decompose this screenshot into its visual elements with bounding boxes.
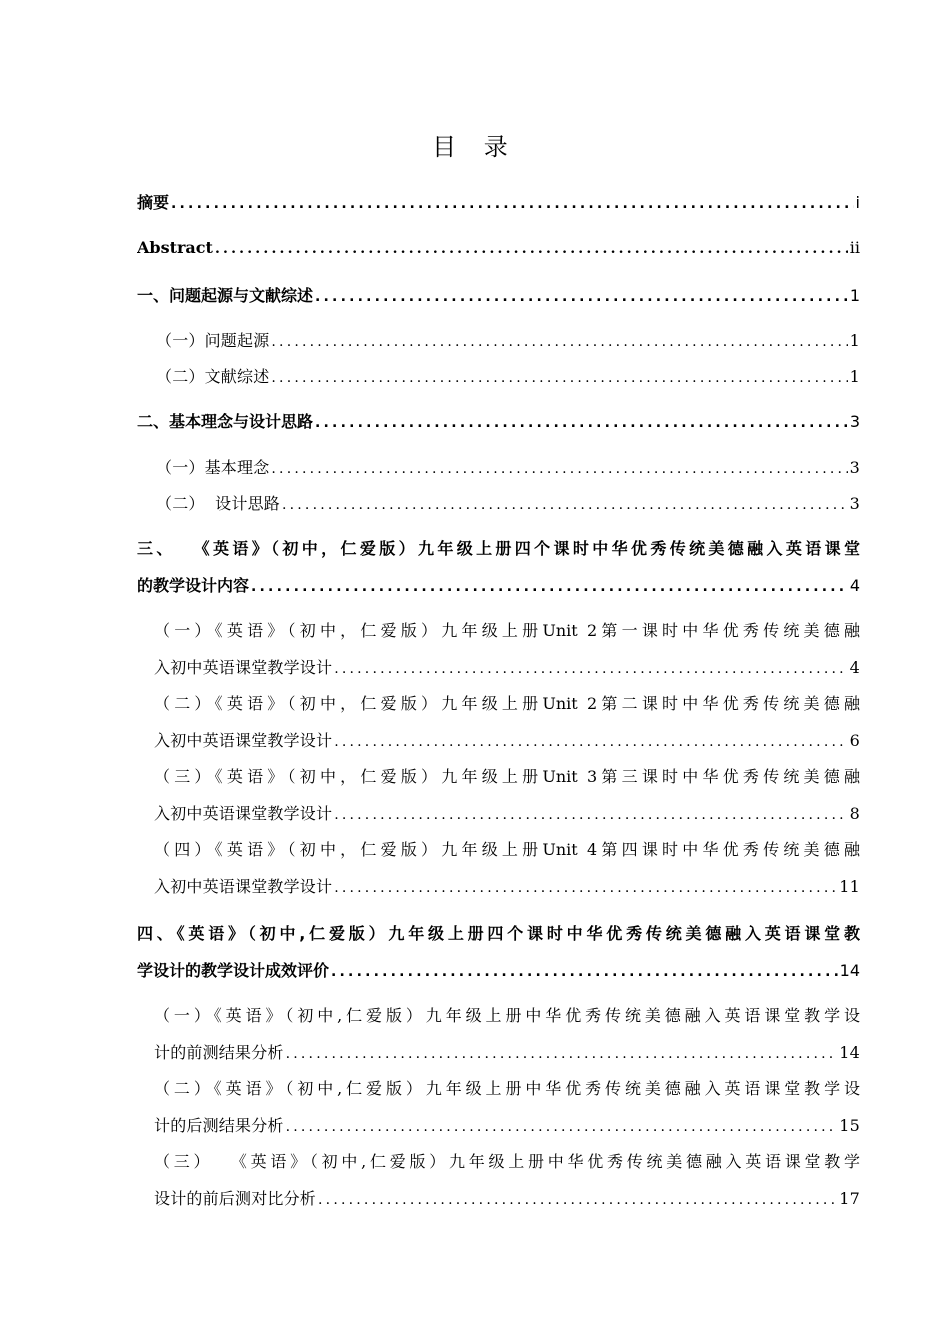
toc-page-number: 3 xyxy=(849,412,860,431)
toc-leader-dots xyxy=(271,368,847,387)
toc-page-number: 1 xyxy=(849,331,860,350)
toc-entry-section-1-1[interactable] xyxy=(156,331,860,351)
toc-entry-text: 入初中英语课堂教学设计 xyxy=(154,731,333,750)
toc-entry-text: （二） 设计思路 xyxy=(156,494,280,513)
toc-leader-dots xyxy=(286,1044,838,1063)
toc-entry-text-line1: （二）《英语》（初中,仁爱版）九年级上册中华优秀传统美德融入英语课堂教学设 xyxy=(154,1079,860,1098)
toc-page-number: 17 xyxy=(839,1189,860,1208)
toc-page-number: 3 xyxy=(849,458,860,477)
toc-entry-text: 入初中英语课堂教学设计 xyxy=(154,804,333,823)
toc-leader-dots xyxy=(315,287,848,306)
toc-entry-text-line1: 四、《英语》（初中,仁爱版）九年级上册四个课时中华优秀传统美德融入英语课堂教 xyxy=(137,924,860,943)
toc-leader-dots xyxy=(318,1190,837,1209)
toc-entry-text-line1: （三）《英语》（初中，仁爱版）九年级上册Unit 3第三课时中华优秀传统美德融 xyxy=(154,767,860,786)
toc-entry-text: 设计的前后测对比分析 xyxy=(154,1189,317,1208)
toc-entry-abstract-cn[interactable] xyxy=(137,193,860,213)
toc-entry-section-3-3[interactable] xyxy=(154,767,860,824)
toc-entry-text-line1: （一）《英语》（初中,仁爱版）九年级上册中华优秀传统美德融入英语课堂教学设 xyxy=(154,1006,860,1025)
toc-entry-chapter-3[interactable] xyxy=(137,539,860,596)
toc-entry-section-4-2[interactable] xyxy=(154,1079,860,1136)
toc-leader-dots xyxy=(171,194,854,213)
toc-entry-chapter-4[interactable] xyxy=(137,924,860,981)
toc-page-number: 15 xyxy=(839,1116,860,1135)
toc-entry-text: （二）文献综述 xyxy=(156,367,270,386)
toc-entry-section-3-4[interactable] xyxy=(154,840,860,897)
toc-entry-text-line1: （三） 《英语》（初中,仁爱版）九年级上册中华优秀传统美德融入英语课堂教学 xyxy=(154,1152,860,1171)
toc-entry-section-2-1[interactable] xyxy=(156,458,860,478)
toc-leader-dots xyxy=(334,659,847,678)
toc-leader-dots xyxy=(315,413,848,432)
toc-entry-text: 摘要 xyxy=(137,193,170,212)
toc-entry-section-2-2[interactable] xyxy=(156,494,860,514)
toc-leader-dots xyxy=(331,962,838,981)
toc-entry-text: （一）基本理念 xyxy=(156,458,270,477)
toc-page-number: 1 xyxy=(849,367,860,386)
toc-entry-text: （一）问题起源 xyxy=(156,331,270,350)
toc-page-number: 14 xyxy=(839,1043,860,1062)
toc-entry-text: 二、基本理念与设计思路 xyxy=(137,412,314,431)
toc-entry-text: 一、问题起源与文献综述 xyxy=(137,286,314,305)
toc-leader-dots xyxy=(271,459,847,478)
toc-entry-section-4-1[interactable] xyxy=(154,1006,860,1063)
toc-entry-text: 学设计的教学设计成效评价 xyxy=(137,961,330,980)
toc-page-number: 3 xyxy=(849,494,860,513)
toc-entry-section-3-1[interactable] xyxy=(154,621,860,678)
toc-leader-dots xyxy=(251,577,848,596)
toc-entry-abstract-en[interactable] xyxy=(137,238,860,258)
toc-page-number: ii xyxy=(849,238,860,257)
toc-entry-text: 计的后测结果分析 xyxy=(154,1116,284,1135)
toc-entry-text: 的教学设计内容 xyxy=(137,576,250,595)
toc-entry-chapter-1[interactable] xyxy=(137,286,860,306)
toc-entry-section-1-2[interactable] xyxy=(156,367,860,387)
toc-entry-section-4-3[interactable] xyxy=(154,1152,860,1209)
toc-entry-section-3-2[interactable] xyxy=(154,694,860,751)
toc-entry-text: 入初中英语课堂教学设计 xyxy=(154,658,333,677)
toc-page-number: 8 xyxy=(849,804,860,823)
toc-leader-dots xyxy=(334,732,847,751)
toc-entry-text-line1: 三、 《英语》（初中，仁爱版）九年级上册四个课时中华优秀传统美德融入英语课堂 xyxy=(137,539,860,558)
toc-page-number: 4 xyxy=(849,658,860,677)
toc-entry-chapter-2[interactable] xyxy=(137,412,860,432)
page-title: 目 录 xyxy=(432,133,518,161)
toc-leader-dots xyxy=(334,805,847,824)
toc-entry-text-line1: （一）《英语》（初中，仁爱版）九年级上册Unit 2第一课时中华优秀传统美德融 xyxy=(154,621,860,640)
toc-entry-text-line1: （二）《英语》（初中，仁爱版）九年级上册Unit 2第二课时中华优秀传统美德融 xyxy=(154,694,860,713)
toc-page-number: 14 xyxy=(839,961,860,980)
toc-leader-dots xyxy=(282,495,848,514)
toc-page-number: i xyxy=(855,193,860,212)
toc-page-number: 6 xyxy=(849,731,860,750)
toc-leader-dots xyxy=(215,239,848,258)
toc-page-number: 4 xyxy=(849,576,860,595)
toc-leader-dots xyxy=(286,1117,838,1136)
toc-entry-text-line1: （四）《英语》（初中，仁爱版）九年级上册Unit 4第四课时中华优秀传统美德融 xyxy=(154,840,860,859)
toc-entry-text: 计的前测结果分析 xyxy=(154,1043,284,1062)
toc-leader-dots xyxy=(271,332,847,351)
toc-page-number: 1 xyxy=(849,286,860,305)
toc-entry-text: 入初中英语课堂教学设计 xyxy=(154,877,333,896)
toc-entry-text: Abstract xyxy=(137,238,213,257)
toc-leader-dots xyxy=(334,878,837,897)
toc-page-number: 11 xyxy=(839,877,860,896)
